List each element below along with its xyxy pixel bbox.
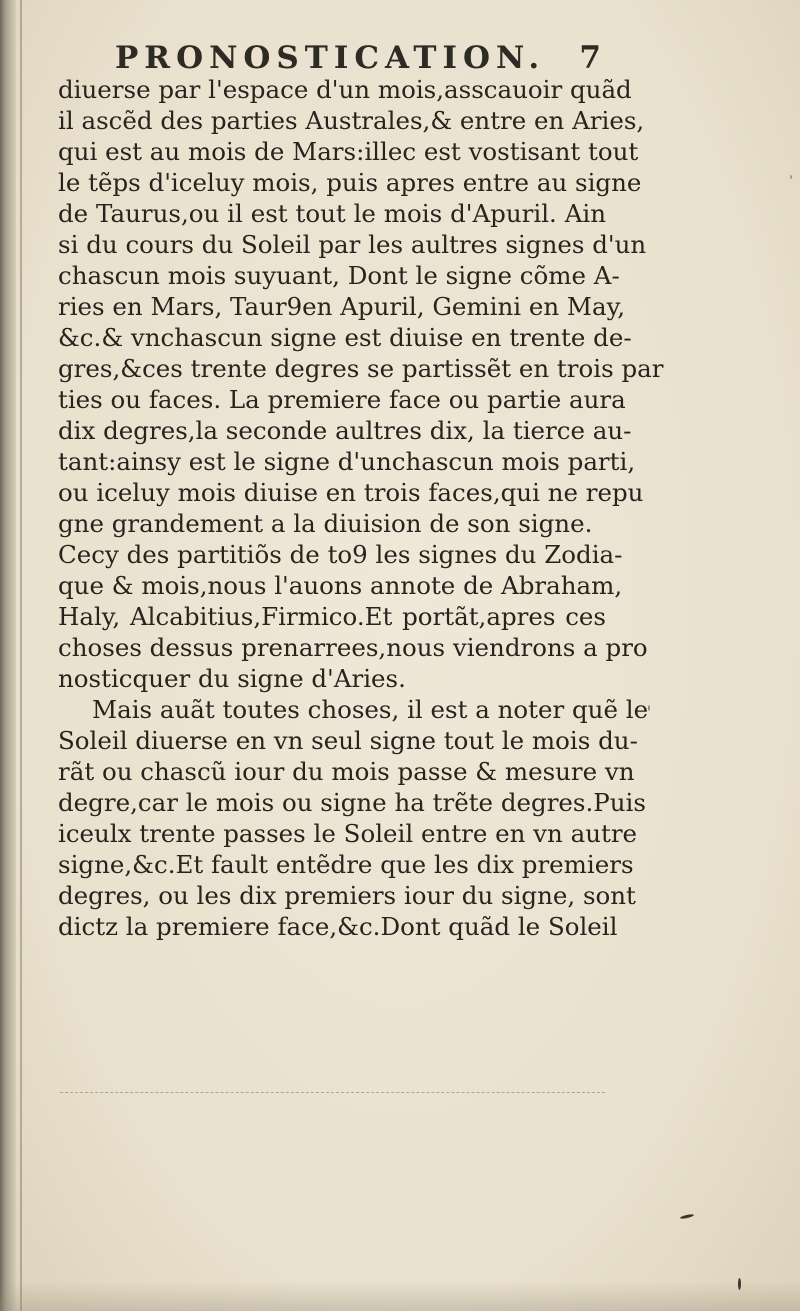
page-header — [115, 38, 605, 78]
text-line: chascun mois suyuant, Dont le signe cõme A- — [58, 261, 620, 290]
text-line: rãt ou chascũ iour du mois passe & mesure vn — [58, 757, 635, 786]
text-line: signe,&c.Et fault entẽdre que les dix premiers — [58, 850, 634, 879]
text-line: dictz la premiere face,&c.Dont quãd le Soleil — [58, 912, 618, 941]
text-line: iceulx trente passes le Soleil entre en vn autre — [58, 819, 638, 848]
text-line: dix degres,la seconde aultres dix, la tierce au- — [58, 416, 632, 445]
text-line: le tẽps d'iceluy mois, puis apres entre au signe — [58, 168, 642, 197]
ink-speck — [648, 705, 650, 711]
page-gutter — [0, 0, 16, 1311]
ink-speck — [680, 1214, 694, 1220]
text-line: qui est au mois de Mars:illec est vostisant tout — [58, 137, 639, 166]
gutter-edge-line — [20, 0, 22, 1311]
text-line: ou iceluy mois diuise en trois faces,qui ne repu — [58, 478, 644, 507]
page-number: 7 — [579, 40, 601, 76]
text-line: tant:ainsy est le signe d'unchascun mois parti, — [58, 447, 636, 476]
text-line: choses dessus prenarrees,nous viendrons a pro — [58, 633, 648, 662]
text-line: il ascẽd des parties Australes,& entre en Aries, — [58, 106, 645, 135]
text-line: Soleil diuerse en vn seul signe tout le mois du- — [58, 726, 638, 755]
bottom-rule — [60, 1092, 605, 1094]
paragraph-first-line: Mais auãt toutes choses, il est a noter quẽ le — [92, 695, 649, 724]
text-line: degres, ou les dix premiers iour du signe, sont — [58, 881, 636, 910]
body-text — [58, 74, 664, 942]
text-line: que & mois,nous l'auons annote de Abraham, — [58, 571, 623, 600]
text-line: nosticquer du signe d'Aries. — [58, 664, 406, 693]
running-head: PRONOSTICATION. — [115, 40, 546, 76]
text-line: ties ou faces. La premiere face ou partie aura — [58, 385, 626, 414]
text-line: &c.& vnchascun signe est diuise en trente de- — [58, 323, 632, 352]
text-line: de Taurus,ou il est tout le mois d'Apuril. Ain — [58, 199, 606, 228]
text-line: diuerse par l'espace d'un mois,asscauoir quãd — [58, 75, 632, 104]
text-line: Haly, Alcabitius,Firmico.Et portãt,apres ces — [58, 602, 606, 631]
page-bottom-shadow — [0, 1281, 800, 1311]
text-line: degre,car le mois ou signe ha trẽte degres.Puis — [58, 788, 646, 817]
text-line: gne grandement a la diuision de son signe. — [58, 509, 593, 538]
text-line: ries en Mars, Taur9en Apuril, Gemini en May, — [58, 292, 626, 321]
ink-speck — [790, 175, 792, 179]
text-line: si du cours du Soleil par les aultres signes d'un — [58, 230, 647, 259]
text-line: Cecy des partitiõs de to9 les signes du Zodia- — [58, 540, 623, 569]
text-line: gres,&ces trente degres se partissẽt en trois par — [58, 354, 664, 383]
